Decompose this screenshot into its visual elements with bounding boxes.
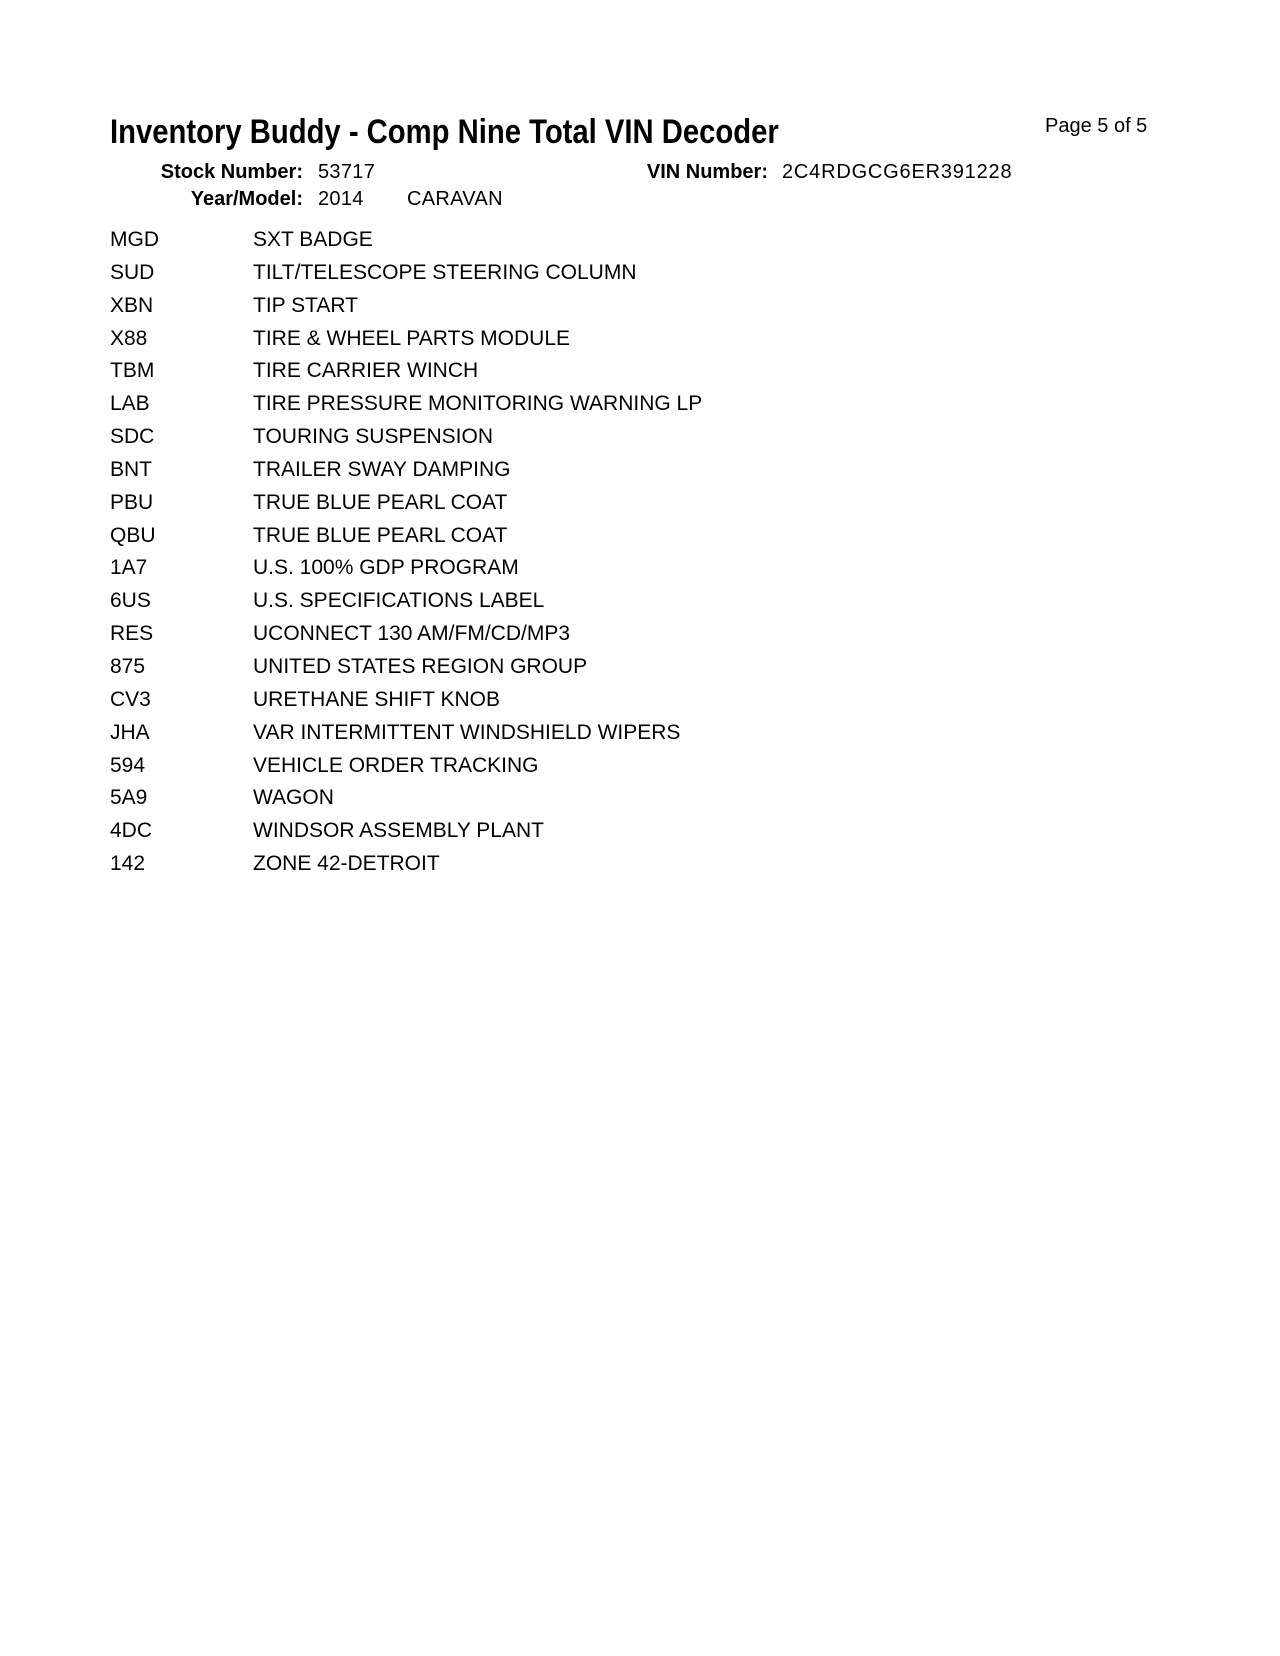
- option-row: [110, 355, 1170, 388]
- option-row: [110, 454, 1170, 487]
- option-code: QBU: [110, 523, 156, 547]
- option-row: [110, 750, 1170, 783]
- option-code: PBU: [110, 490, 154, 514]
- option-code: 5A9: [110, 786, 148, 810]
- option-code: 4DC: [110, 819, 153, 843]
- option-description: URETHANE SHIFT KNOB: [253, 687, 500, 711]
- option-description: TIP START: [253, 293, 359, 317]
- option-row: [110, 224, 1170, 257]
- page-indicator: Page 5 of 5: [1045, 115, 1148, 137]
- option-row: [110, 552, 1170, 585]
- option-description: TIRE PRESSURE MONITORING WARNING LP: [253, 392, 703, 416]
- vin-number-label: VIN Number:: [646, 161, 768, 183]
- option-row: [110, 585, 1170, 618]
- option-description: UNITED STATES REGION GROUP: [253, 654, 588, 678]
- option-description: TRUE BLUE PEARL COAT: [253, 490, 508, 514]
- option-code: XBN: [110, 293, 154, 317]
- stock-number-label: Stock Number:: [160, 161, 303, 183]
- year-value: 2014: [318, 188, 364, 210]
- option-row: [110, 782, 1170, 815]
- option-code: SUD: [110, 260, 155, 284]
- option-code: SDC: [110, 425, 155, 449]
- option-description: WINDSOR ASSEMBLY PLANT: [253, 819, 544, 843]
- option-row: [110, 520, 1170, 553]
- option-codes-list: [110, 224, 1170, 881]
- option-description: TILT/TELESCOPE STEERING COLUMN: [253, 260, 637, 284]
- option-row: [110, 651, 1170, 684]
- option-code: JHA: [110, 720, 150, 744]
- model-value: CARAVAN: [407, 188, 503, 210]
- option-row: [110, 421, 1170, 454]
- option-code: 875: [110, 654, 146, 678]
- stock-number-value: 53717: [318, 161, 376, 183]
- option-description: TIRE CARRIER WINCH: [253, 359, 479, 383]
- option-description: TOURING SUSPENSION: [253, 425, 493, 449]
- document-title: Inventory Buddy - Comp Nine Total VIN Decoder: [110, 113, 779, 151]
- vin-number-value: 2C4RDGCG6ER391228: [782, 161, 1013, 183]
- option-code: 594: [110, 753, 146, 777]
- option-row: [110, 815, 1170, 848]
- option-row: [110, 684, 1170, 717]
- option-code: BNT: [110, 457, 152, 481]
- option-row: [110, 717, 1170, 750]
- option-description: WAGON: [253, 786, 334, 810]
- option-code: X88: [110, 326, 148, 350]
- option-row: [110, 388, 1170, 421]
- option-description: ZONE 42-DETROIT: [253, 852, 440, 876]
- option-description: TRUE BLUE PEARL COAT: [253, 523, 508, 547]
- option-description: U.S. SPECIFICATIONS LABEL: [253, 589, 545, 613]
- option-description: TIRE & WHEEL PARTS MODULE: [253, 326, 570, 350]
- option-code: TBM: [110, 359, 155, 383]
- option-description: SXT BADGE: [253, 228, 373, 251]
- option-row: [110, 487, 1170, 520]
- year-model-label: Year/Model:: [190, 188, 303, 210]
- option-description: VAR INTERMITTENT WINDSHIELD WIPERS: [253, 720, 681, 744]
- option-code: 1A7: [110, 556, 148, 580]
- option-code: RES: [110, 622, 154, 646]
- option-row: [110, 323, 1170, 356]
- option-description: VEHICLE ORDER TRACKING: [253, 753, 539, 777]
- option-description: TRAILER SWAY DAMPING: [253, 457, 511, 481]
- option-code: 142: [110, 852, 146, 876]
- option-row: [110, 618, 1170, 651]
- option-code: LAB: [110, 392, 150, 416]
- option-code: CV3: [110, 687, 151, 711]
- option-description: UCONNECT 130 AM/FM/CD/MP3: [253, 622, 570, 646]
- option-description: U.S. 100% GDP PROGRAM: [253, 556, 519, 580]
- option-row: [110, 257, 1170, 290]
- option-row: [110, 848, 1170, 881]
- option-code: 6US: [110, 589, 151, 613]
- option-row: [110, 290, 1170, 323]
- option-code: MGD: [110, 228, 159, 251]
